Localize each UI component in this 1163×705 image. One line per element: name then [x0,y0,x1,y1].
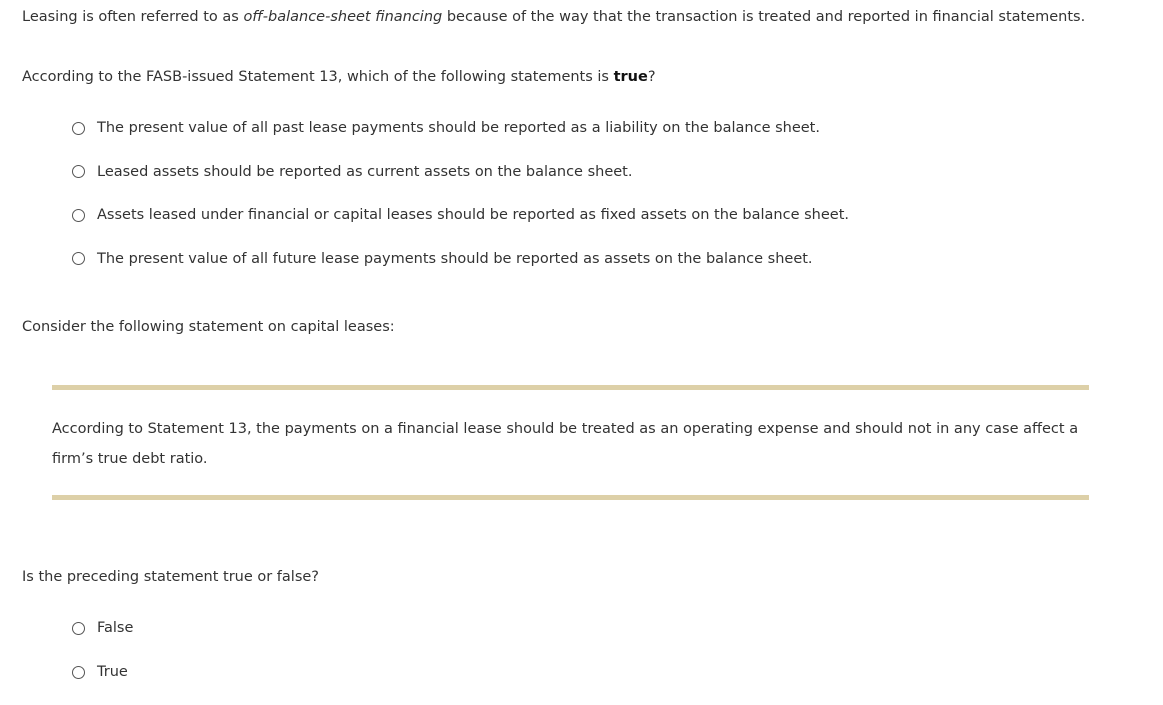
statement-intro: Consider the following statement on capital leases: [22,319,395,335]
question-2-option-false[interactable] [72,616,133,640]
option-label: Leased assets should be reported as current assets on the balance sheet. [97,163,633,180]
option-label: False [97,620,134,636]
option-label: The present value of all past lease payments should be reported as a liability on the balance sheet. [97,120,820,136]
question-1-prompt-before: According to the FASB-issued Statement 13, which of the following statements is [22,69,614,85]
radio-button[interactable] [72,209,85,222]
question-1-prompt-bold: true [613,69,648,85]
statement-quote: According to Statement 13, the payments on a financial lease should be treated as an operating expense and should not in any case affect a firm’s true debt ratio. [52,421,1079,467]
option-label: Assets leased under financial or capital leases should be reported as fixed assets on the balance sheet. [97,207,850,223]
question-2-option-true[interactable] [72,660,133,684]
option-label: The present value of all future lease payments should be reported as assets on the balance sheet. [97,250,813,267]
intro-text-after: because of the way that the transaction is treated and reported in financial statements. [442,9,1086,25]
radio-button[interactable] [72,666,85,679]
intro-text [22,8,1085,26]
question-1-option-4[interactable] [72,247,849,271]
question-1-option-1[interactable] [72,116,849,140]
quote-divider-top [52,385,1089,390]
question-1-option-3[interactable] [72,203,849,227]
question-2-prompt: Is the preceding statement true or false? [22,569,320,585]
radio-button[interactable] [72,252,85,265]
quote-divider-bottom [52,495,1089,500]
radio-button[interactable] [72,165,85,178]
radio-button[interactable] [72,622,85,635]
question-1-prompt-after: ? [647,69,656,85]
intro-emphasis: off-balance-sheet financing [243,9,443,25]
option-label: True [97,664,128,680]
question-1-option-2[interactable] [72,160,849,184]
radio-button[interactable] [72,122,85,135]
intro-text-before: Leasing is often referred to as [22,9,244,25]
question-1-options [72,116,849,290]
question-2-options [72,616,133,704]
question-1-prompt [22,68,656,86]
